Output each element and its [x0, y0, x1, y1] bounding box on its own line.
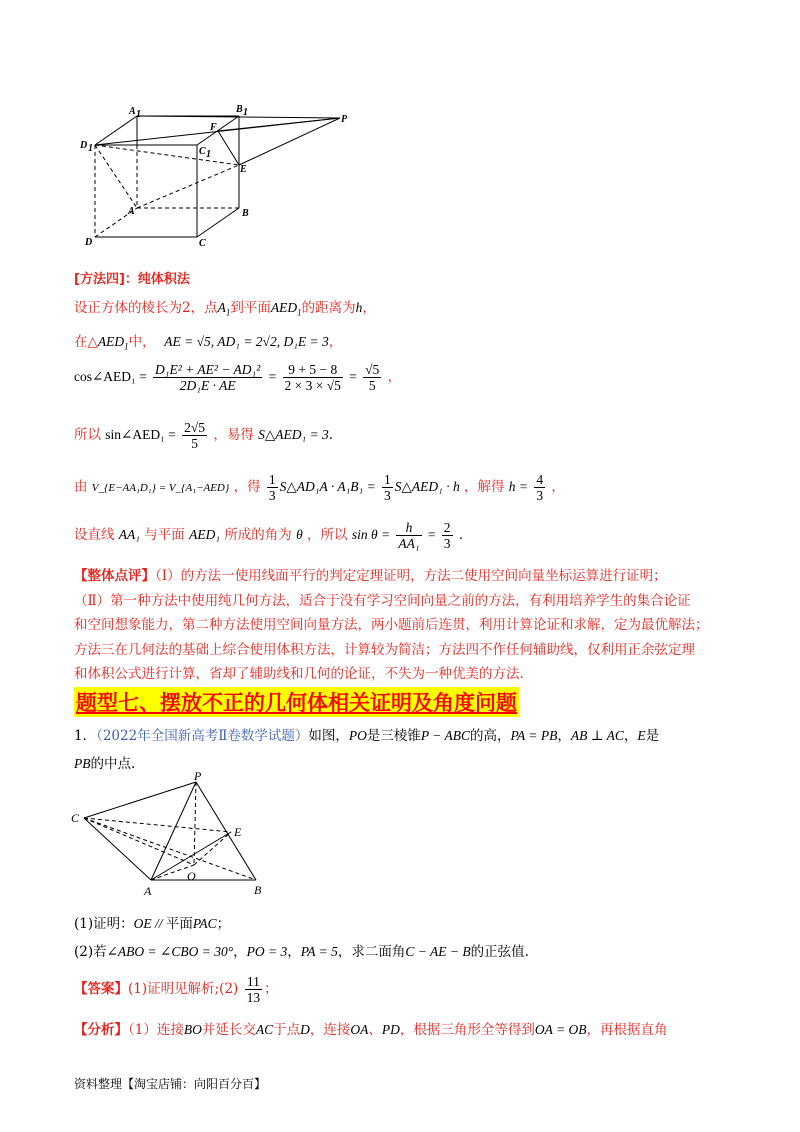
label-B1: B [236, 104, 243, 115]
label-D1-sub: 1 [88, 143, 93, 154]
label-P2: P [194, 770, 202, 783]
problem1-q1: (1)证明：OE // 平面PAC； [74, 916, 231, 932]
label-B1-sub: 1 [243, 107, 248, 118]
problem1-line2: PB的中点. [74, 756, 136, 772]
method4-line6: 设直线 AA₁ 与平面 AED₁ 所成的角为 θ ，所以 sin θ = $\frac{h}{\text{AA₁}}$ = $\frac{2}{3}$ ． [74, 520, 473, 551]
pyramid-figure [66, 770, 276, 900]
review-block: 【整体点评】（Ⅰ）的方法一使用线面平行的判定定理证明，方法二使用空间向量坐标运算进行证明； （Ⅱ）第一种方法中使用纯几何方法，适合于没有学习空间向量之前的方法，有利用培养学生的集合论证 和空间想象能力，第二种方法使用空间向量方法，两小题前后连贯，利用计算论证和求解，定为最优解法； 方法三在几何法的基础上综合使用体积方法，计算较为简洁；方法四不作任何辅助线，仅利用正余弦定理 和体积公式进行计算，省却了辅助线和几何的论证，不失为一种优美的方法. [74, 568, 709, 682]
label-A1: A [129, 106, 136, 117]
method4-line3: cos∠AED₁ = $\frac{\text{D₁E² + AE² − AD₁²}}{\text{2D₁E · AE}}$ = $\frac{9 + 5 - 8}{2 \times 3 \times √5}$ = $\frac{√5}{5}$ ， [74, 362, 402, 393]
problem1-q2: (2)若∠ABO = ∠CBO = 30°，PO = 3，PA = 5，求二面角C − AE − B的正弦值. [74, 944, 529, 960]
label-B2: B [254, 883, 262, 897]
problem1-analysis: 【分析】（1）连接BO并延长交AC于点D，连接OA、PD，根据三角形全等得到OA = OB，再根据直角 [74, 1022, 668, 1038]
label-A: A [128, 206, 135, 217]
method4-line2: 在$\triangle AED_1$中， AE = √5, AD₁ = 2√2, D₁E = 3， [74, 334, 343, 352]
label-B: B [242, 208, 249, 219]
label-E2: E [234, 825, 242, 839]
label-C: C [199, 238, 206, 249]
label-C2: C [71, 811, 80, 825]
section-heading: 题型七、摆放不正的几何体相关证明及角度问题 [74, 687, 519, 717]
label-A1-sub: 1 [136, 109, 141, 120]
label-F: F [210, 122, 217, 133]
label-A2: A [144, 884, 152, 898]
method4-title: [方法四]：纯体积法 [74, 272, 190, 287]
cube-figure [80, 100, 360, 250]
footer-text: 资料整理【淘宝店铺：向阳百分百】 [74, 1077, 267, 1091]
problem1-line1: 1．（2022年全国新高考Ⅱ卷数学试题）如图，PO是三棱锥P − ABC的高，PA = PB，AB ⊥ AC，E是 [74, 728, 660, 744]
label-P: P [341, 114, 348, 125]
label-D: D [85, 237, 93, 248]
label-C1: C [199, 146, 206, 157]
method4-line1: 设正方体的棱长为2，点$A_1$到平面$AED_1$的距离为h， [74, 300, 376, 318]
label-D1: D [80, 140, 88, 151]
label-O2: O [187, 869, 196, 883]
method4-line5: 由 V_{E−AA₁D₁} = V_{A₁−AED} ，得 $\frac{1}{3}$ S△AD₁A · A₁B₁ = $\frac{1}{3}$ S△AED₁ · h ，解得 h = $\frac{4}{3}$ ， [74, 472, 565, 503]
method4-line4: 所以 sin∠AED₁ = $\frac{2√5}{5}$ ，易得 S△AED₁ = 3． [74, 420, 343, 451]
label-C1-sub: 1 [206, 149, 211, 160]
problem1-answer: 【答案】(1)证明见解析;(2) $\frac{11}{13}$ ； [74, 974, 278, 1005]
label-E: E [240, 164, 247, 175]
